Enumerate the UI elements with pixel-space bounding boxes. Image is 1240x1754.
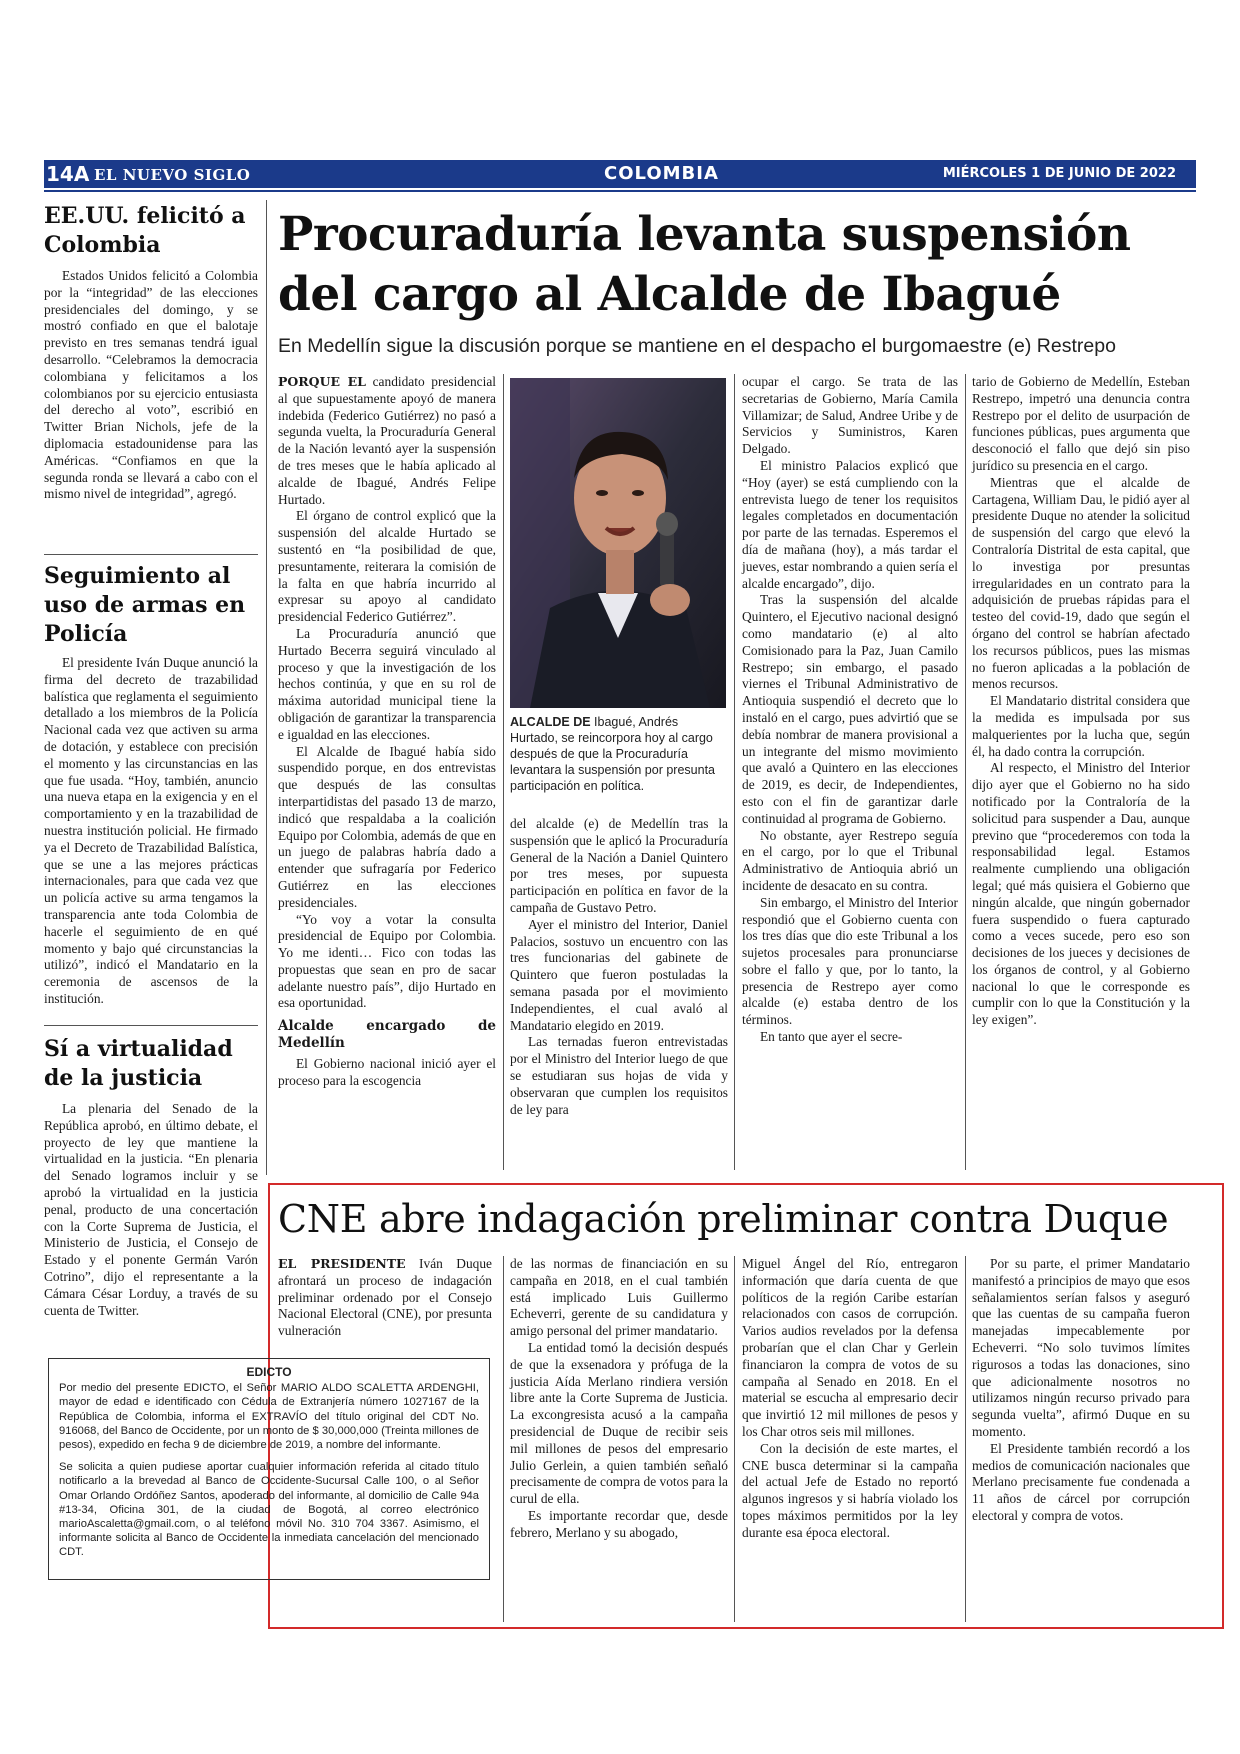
column-rule xyxy=(503,1256,504,1622)
caption-lead: ALCALDE DE xyxy=(510,715,591,729)
sidebar-story-body: Estados Unidos felicitó a Colombia por la “integridad” de las elecciones presidenciales del domingo, y se mostró confiado en que el balotaje previsto en tres semanas tendrá igual desarrollo. “Celebramos la democracia colombiana y felicitamos a los colombianos por su ejercicio entusiasta del derecho al voto”, escribió en Twitter Brian Nichols, jefe de la diplomacia estadounidense para las Américas. “Confiamos en que la segunda ronda se llevará a cabo con el mismo nivel de integridad”, agregó. xyxy=(44,268,258,502)
cne-column-2: de las normas de financiación en su campaña en 2018, en el cual también está implicado Luis Guillermo Echeverri, gerente de su candidatura y amigo personal del primer mandatario. La entidad tomó la decisión después de que la exsenadora y prófuga de la justicia Aída Merlano rindiera versión libre ante la Corte Suprema de Justicia. La excongresista acusó a la campaña presidencial de Duque de recibir seis mil millones de pesos del empresario Julio Gerlein, a quien también señaló precisamente de compra de votos para la curul de ella. Es importante recordar que, desde febrero, Merlano y su abogado, xyxy=(510,1256,728,1540)
main-column-1: PORQUE EL candidato presidencial al que supuestamente apoyó de manera indebida (Federico Gutiérrez) no pasó a segunda vuelta, la Procuraduría General de la Nación levantó ayer la suspensión de tres meses que le había aplicado al alcalde de Ibagué, Andrés Felipe Hurtado. El órgano de control explicó que la suspensión del alcalde Hurtado se sustentó en “la posibilidad de que, presuntamente, reiterara la comisión de la falta en que habría incurrido al expresar su apoyo al candidato presidencial Federico Gutiérrez”. La Procuraduría anunció que Hurtado Becerra seguirá vinculado al proceso y que la investigación de los hechos continúa, y que en su rol de máxima autoridad municipal tiene la obligación de garantizar la transparencia e igualdad en las elecciones. El Alcalde de Ibagué había sido suspendido porque, en dos entrevistas que después de las consultas interpartidistas del pasado 13 de marzo, indicó que respaldaba a la coalición Equipo por Colombia, además de que en un juego de palabras habría dado a entender que sufragaría por Federico Gutiérrez en las elecciones presidenciales. “Yo voy a votar la consulta presidencial de Equipo por Colombia. Yo me identi… Fico con todas las propuestas que sean en pro de sacar adelante nuestro país”, dijo Hurtado en esa oportunidad. Alcalde encargado de Medellín El Gobierno nacional inició ayer el proceso para la escogencia xyxy=(278,374,496,1089)
main-deck: En Medellín sigue la discusión porque se mantiene en el despacho el burgomaestre (e) Restrepo xyxy=(278,335,1116,357)
legal-notice-title: EDICTO xyxy=(246,1365,292,1379)
column-rule xyxy=(965,1256,966,1622)
issue-date: MIÉRCOLES 1 DE JUNIO DE 2022 xyxy=(942,166,1176,181)
page-number: 14A xyxy=(46,162,90,186)
column-rule xyxy=(266,200,267,1175)
legal-notice-paragraph: Se solicita a quien pudiese aportar cualquier información referida al citado título notificarlo a la brevedad al Banco de Occidente-Sucursal Calle 100, o al Señor Omar Orlando Ordóñez Santos, apoderado del informante, al domicilio de Calle 94a #13-34, Oficina 301, de la ciudad de Bogotá, al correo electrónico marioAscaletta@gmail.com, o al teléfono móvil No. 310 704 3367. Asimismo, el informante solicita al Banco de Occidente la inmediata cancelación del mencionado CDT. xyxy=(59,1461,479,1559)
page-header-bar xyxy=(44,160,1196,188)
photo-illustration xyxy=(510,378,726,708)
newspaper-brand: EL NUEVO SIGLO xyxy=(94,166,251,184)
sidebar-story-body: El presidente Iván Duque anunció la firma del decreto de trazabilidad balística que reglamenta el seguimiento detallado a los miembros de la Policía Nacional cada vez que activen su arma de dotación, y establece con precisión el momento y las circunstancias en las que fue usada. “Hoy, también, anuncio una nueva etapa en la exigencia y en el comportamiento y en la trazabilidad de nuestra institución policial. He firmado ya el Decreto de Trazabilidad Balística, que se une a las mejores prácticas internacionales, para que cada vez que un policía active su arma tengamos la transparencia ante toda Colombia de hacerle el seguimiento de en qué momento y bajo qué circunstancias la utilizó”, indicó el Mandatario en la ceremonia de ascensos de la institución. xyxy=(44,655,258,1006)
cne-headline: CNE abre indagación preliminar contra Duque xyxy=(278,1197,1169,1241)
section-name: COLOMBIA xyxy=(604,163,719,184)
column-rule xyxy=(503,374,504,1170)
cne-column-3: Miguel Ángel del Río, entregaron información que daría cuenta de que políticos de la región Caribe estarían relacionados con casos de corrupción. Varios audios revelados por la defensa probarían que el clan Char y Gerlein financiaron la compra de votos de su campaña al Senado en 2018. En el material se escucha al empresario decir que invirtió 12 mil millones de pesos y los Char otros seis mil millones. Con la decisión de este martes, el CNE busca determinar si la campaña del actual Jefe de Estado no reportó algunos ingresos y si habría violado los topes máximos permitidos por la ley durante esa época electoral. xyxy=(742,1256,958,1540)
main-column-4: tario de Gobierno de Medellín, Esteban Restrepo, impetró una denuncia contra Restrepo por el delito de usurpación de funciones públicas, pues argumenta que desconoció el fallo que dejó sin piso jurídico su presencia en el cargo. Mientras que el alcalde de Cartagena, William Dau, le pidió ayer al presidente Duque no atender la solicitud de suspensión del cargo que elevó la Contraloría Distrital de esta capital, que lo investiga por presuntas irregularidades en un contrato para la adquisición de pruebas rápidas para el testeo del covid-19, dado que según el órgano del control se habrían afectado los recursos públicos, pues las mismas no fueron aplicadas a la población de menos recursos. El Mandatario distrital considera que la medida es impulsada por sus malquerientes por la lucha que, según él, ha dado contra la corrupción. Al respecto, el Ministro del Interior dijo ayer que el Gobierno no ha sido notificado por la Contraloría de la solicitud para suspender a Dau, aunque previno que “procederemos con toda la responsabilidad legal. Estamos realmente cumpliendo una obligación legal; qué más quisiera el Gobierno que ningún alcalde, que ningún gobernador fuera suspendido o fuera capturado como a veces sucede, pero eso son decisiones de los jueces y decisiones de los órganos de control, y al Gobierno nacional lo que le corresponde es cumplir con lo que la Constitución y la ley exigen”. xyxy=(972,374,1190,1028)
lead-in: PORQUE EL xyxy=(278,374,366,389)
news-photo xyxy=(510,378,726,708)
column-rule xyxy=(965,374,966,1170)
sidebar-story-usa xyxy=(44,202,258,503)
sidebar-story-title: Seguimiento al uso de armas en Policía xyxy=(44,563,246,647)
sidebar-story-title: Sí a virtualidad de la justicia xyxy=(44,1036,233,1091)
legal-notice-paragraph: Por medio del presente EDICTO, el Señor MARIO ALDO SCALETTA ARDENGHI, mayor de edad e identificado con Cédula de Extranjería número 1027167 de la República de Colombia, informa el EXTRAVÍO del título original del CDT No. 916068, del Banco de Occidente, por un monto de $ 30,000,000 (Treinta millones de pesos), expedido en fecha 9 de diciembre de 2019, a nombre del informante. xyxy=(59,1382,479,1452)
main-column-2: del alcalde (e) de Medellín tras la suspensión que le aplicó la Procuraduría General de la Nación a Daniel Quintero por tres meses, por supuesta participación en política en favor de la campaña de Gustavo Petro. Ayer el ministro del Interior, Daniel Palacios, sostuvo un encuentro con las tres funcionarias del gabinete de Quintero que fueron postuladas la semana pasada por el movimiento Independientes, el cual avaló al Mandatario elegido en 2019. Las ternadas fueron entrevistadas por el Ministro del Interior luego de que se estudiaran sus hojas de vida y observaran que cumplen los requisitos de ley para xyxy=(510,816,728,1117)
sidebar-story-police xyxy=(44,562,258,1008)
legal-notice xyxy=(48,1358,490,1580)
cne-column-1: EL PRESIDENTE Iván Duque afrontará un proceso de indagación preliminar ordenado por el Consejo Nacional Electoral (CNE), por presunta vulneración xyxy=(278,1256,492,1339)
column-rule xyxy=(734,1256,735,1622)
sidebar-story-title: EE.UU. felicitó a Colombia xyxy=(44,203,246,258)
lead-in: EL PRESIDENTE xyxy=(278,1256,406,1271)
cne-column-4: Por su parte, el primer Mandatario manifestó a principios de mayo que esos señalamientos serían falsos y aseguró que las cuentas de su campaña fueron manejadas impecablemente por Echeverri. “No solo tuvimos límites rigurosos a todas las donaciones, sino que adicionalmente nosotros no utilizamos ningún recurso privado para segunda vuelta”, afirmó Duque en su momento. El Presidente también recordó a los medios de comunicación nacionales que Merlano precisamente fue condenada a 11 años de cárcel por corrupción electoral y compra de votos. xyxy=(972,1256,1190,1523)
caption-text: Ibagué, Andrés Hurtado, se reincorpora hoy al cargo después de que la Procuraduría levantara la suspensión por presunta participación en política. xyxy=(510,715,715,793)
sidebar-story-body: La plenaria del Senado de la República aprobó, en último debate, el proyecto de ley que mantiene la virtualidad en la justicia. “En plenaria del Senado logramos incluir y se aprobó la virtualidad en la justicia penal, producto de una concertación con la Corte Suprema de Justicia, el Ministerio de Justicia, el Consejo de Estado y el ponente Germán Varón Cotrino”, dijo el representante a la Cámara César Lorduy, a través de su cuenta de Twitter. xyxy=(44,1101,258,1318)
subheading: Alcalde encargado de Medellín xyxy=(278,1018,496,1052)
main-headline: Procuraduría levanta suspensión del cargo al Alcalde de Ibagué xyxy=(278,207,1131,322)
photo-caption xyxy=(510,714,726,794)
header-rule xyxy=(44,190,1196,192)
sidebar-divider xyxy=(44,554,258,555)
sidebar-story-justice xyxy=(44,1035,258,1319)
column-rule xyxy=(734,374,735,1170)
main-column-3: ocupar el cargo. Se trata de las secretarias de Gobierno, María Camila Villamizar; de Salud, Andree Uribe y de Servicios y Suministros, Karen Delgado. El ministro Palacios explicó que “Hoy (ayer) se está cumpliendo con la entrevista luego de tener los requisitos legales completados en documentación por parte de las ternadas. Esperemos el día de mañana (hoy), a más tardar el jueves, estar nombrando a quien sería el alcalde encargado”, dijo. Tras la suspensión del alcalde Quintero, el Ejecutivo nacional designó como mandatario (e) al alto Comisionado para la Paz, Juan Camilo Restrepo; sin embargo, el pasado viernes el Tribunal Administrativo de Antioquia suspendió el decreto que lo instaló en el cargo, pues advirtió que se debía nombrar de manera provisional a un integrante del mismo movimiento que avaló a Quintero en las elecciones de 2019, es decir, de Independientes, esto con el fin de garantizar darle continuidad al programa de Gobierno. No obstante, ayer Restrepo seguía en el cargo, por lo que el Tribunal Administrativo de Antioquia abrió un incidente de desacato en su contra. Sin embargo, el Ministro del Interior respondió que el Gobierno cuenta con los tres días que dio este Tribunal a los sujetos procesales para pronunciarse sobre el fallo y que, por lo tanto, la presencia de Restrepo ayer como alcalde (e) estaba dentro de los términos. En tanto que ayer el secre- xyxy=(742,374,958,1045)
sidebar-divider xyxy=(44,1025,258,1026)
